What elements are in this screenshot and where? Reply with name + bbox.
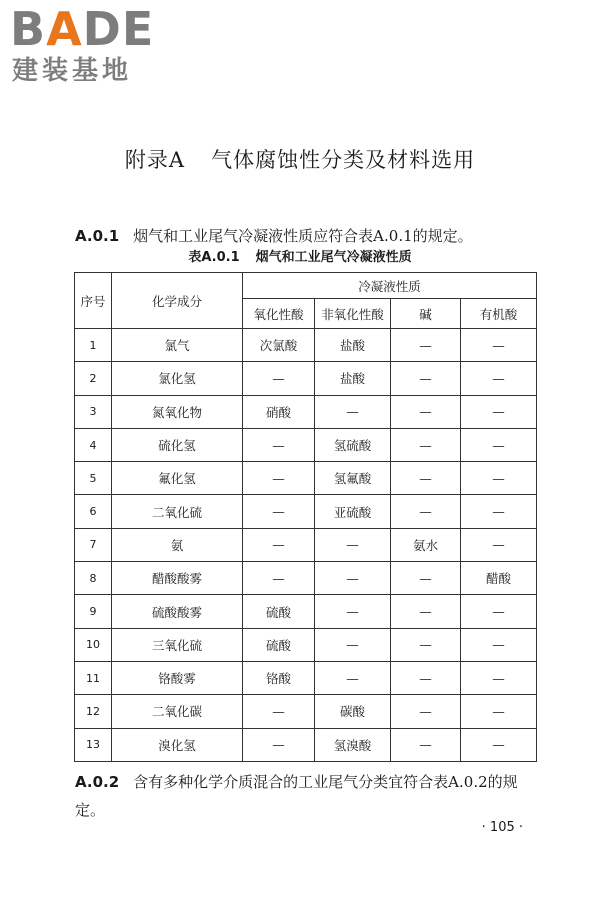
table-row [75,528,537,561]
cell-component: 氨 [112,528,243,561]
header-component: 化学成分 [112,273,243,329]
cell-property: — [243,462,315,495]
appendix-label: 附录A [124,148,186,172]
cell-property: — [315,528,391,561]
cell-component: 溴化氢 [112,728,243,761]
cell-property: — [315,562,391,595]
cell-seq: 1 [75,329,112,362]
cell-property: 铬酸 [243,661,315,694]
cell-property: — [461,528,537,561]
cell-property: — [243,495,315,528]
cell-property: — [391,562,461,595]
cell-property: — [391,661,461,694]
cell-property: — [391,495,461,528]
logo-subtitle: 建装基地 [12,56,133,86]
bade-logo [10,4,175,88]
cell-component: 氟化氢 [112,462,243,495]
clause-number: A.0.2 [75,773,120,791]
cell-property: — [315,661,391,694]
cell-property: 氢溴酸 [315,728,391,761]
cell-property: 次氯酸 [243,329,315,362]
cell-component: 氮氧化物 [112,395,243,428]
header-group: 冷凝液性质 [243,273,537,299]
cell-property: — [461,695,537,728]
cell-seq: 7 [75,528,112,561]
header-seq: 序号 [75,273,112,329]
clause-number: A.0.1 [75,227,120,245]
cell-property: — [461,462,537,495]
cell-property: — [243,562,315,595]
cell-property: — [391,462,461,495]
cell-component: 氯气 [112,329,243,362]
table-row [75,462,537,495]
cell-property: — [461,495,537,528]
cell-component: 硫化氢 [112,428,243,461]
cell-property: — [391,728,461,761]
cell-property: — [461,628,537,661]
header-non-oxidizing-acid: 非氧化性酸 [315,299,391,329]
table-row [75,362,537,395]
cell-property: 亚硫酸 [315,495,391,528]
cell-seq: 3 [75,395,112,428]
cell-property: — [461,428,537,461]
cell-property: — [391,395,461,428]
cell-seq: 13 [75,728,112,761]
cell-property: — [315,595,391,628]
cell-property: 硫酸 [243,595,315,628]
table-row [75,595,537,628]
cell-property: — [391,362,461,395]
table-row [75,695,537,728]
cell-seq: 5 [75,462,112,495]
cell-component: 氯化氢 [112,362,243,395]
cell-property: — [391,428,461,461]
cell-property: 硫酸 [243,628,315,661]
cell-property: 盐酸 [315,329,391,362]
cell-seq: 2 [75,362,112,395]
appendix-title-text: 气体腐蚀性分类及材料选用 [211,148,476,172]
cell-seq: 6 [75,495,112,528]
cell-property: — [243,728,315,761]
cell-component: 二氧化硫 [112,495,243,528]
table-caption-number: 表A.0.1 [188,250,240,265]
cell-property: — [461,595,537,628]
cell-property: — [391,329,461,362]
cell-seq: 4 [75,428,112,461]
cell-seq: 9 [75,595,112,628]
table-row [75,628,537,661]
cell-property: — [243,528,315,561]
cell-property: 醋酸 [461,562,537,595]
header-oxidizing-acid: 氧化性酸 [243,299,315,329]
cell-property: 氢氟酸 [315,462,391,495]
cell-component: 硫酸酸雾 [112,595,243,628]
cell-property: — [391,695,461,728]
cell-component: 二氧化碳 [112,695,243,728]
cell-component: 三氧化硫 [112,628,243,661]
table-row [75,728,537,761]
header-alkali: 碱 [391,299,461,329]
cell-property: — [391,595,461,628]
table-row [75,395,537,428]
condensate-properties-table [74,272,537,762]
cell-component: 铬酸雾 [112,661,243,694]
clause-a01 [75,224,535,248]
cell-property: — [461,329,537,362]
cell-property: — [243,362,315,395]
cell-property: — [315,628,391,661]
table-row [75,562,537,595]
table-row [75,329,537,362]
cell-property: 盐酸 [315,362,391,395]
cell-property: — [243,695,315,728]
cell-seq: 8 [75,562,112,595]
table-body [75,329,537,762]
clause-a02 [75,768,535,824]
cell-property: 碳酸 [315,695,391,728]
cell-property: — [315,395,391,428]
cell-property: — [461,362,537,395]
cell-property: — [461,395,537,428]
table-row [75,495,537,528]
table-row [75,428,537,461]
cell-property: 硝酸 [243,395,315,428]
table-row [75,661,537,694]
cell-property: 氨水 [391,528,461,561]
cell-seq: 10 [75,628,112,661]
cell-property: — [461,661,537,694]
cell-seq: 11 [75,661,112,694]
cell-property: — [391,628,461,661]
cell-property: — [243,428,315,461]
clause-text: 含有多种化学介质混合的工业尾气分类宜符合表A.0.2的规定。 [75,773,518,819]
table-caption [0,248,600,268]
table-caption-title: 烟气和工业尾气冷凝液性质 [255,250,412,265]
logo-wordmark: BADE [10,2,155,56]
page-number: · 105 · [481,820,523,835]
cell-property: 氢硫酸 [315,428,391,461]
appendix-title [0,146,600,174]
cell-seq: 12 [75,695,112,728]
clause-text: 烟气和工业尾气冷凝液性质应符合表A.0.1的规定。 [133,227,473,245]
header-organic-acid: 有机酸 [461,299,537,329]
cell-property: — [461,728,537,761]
cell-component: 醋酸酸雾 [112,562,243,595]
